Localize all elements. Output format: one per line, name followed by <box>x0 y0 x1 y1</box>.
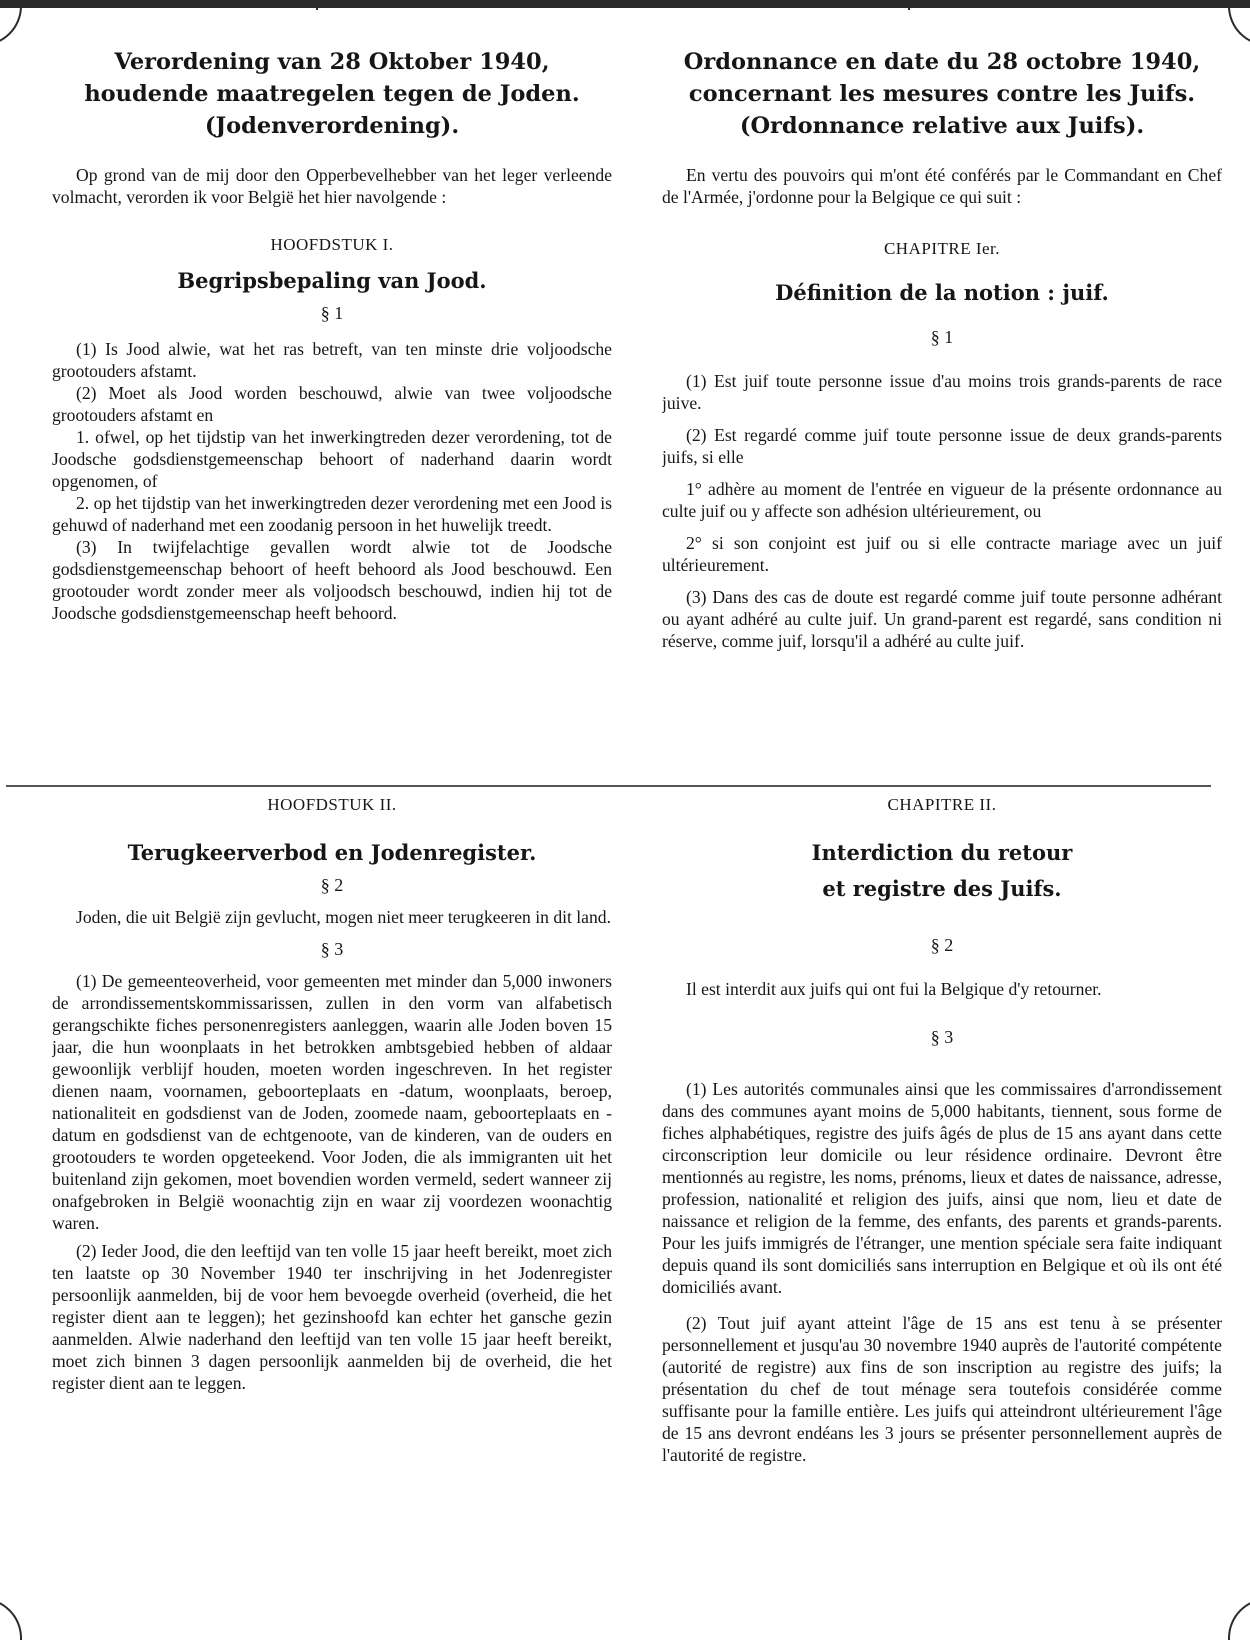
french-ch1-para-4: 2° si son conjoint est juif ou si elle contracte mariage avec un juif ultérieurement. <box>662 533 1222 575</box>
french-ch2-para-1: Il est interdit aux juifs qui ont fui la Belgique d'y retourner. <box>686 979 1102 999</box>
french-chapter-2-title-line-1: Interdiction du retour <box>811 840 1073 865</box>
dutch-ch1-para-5: (3) In twijfelachtige gevallen wordt alwie tot de Joodsche godsdienstgemeenschap behoort of heeft behoord als Jood beschouwd. Een grootouder wordt zonder meer als voljoodsch beschouwd, indien hij tot de Joodsche godsdienstgemeenschap heeft behoord. <box>52 537 612 623</box>
dutch-column-top <box>52 46 612 776</box>
french-section-1: § 1 <box>930 327 954 347</box>
french-ch1-para-1: (1) Est juif toute personne issue d'au moins trois grands-parents de race juive. <box>662 371 1222 413</box>
french-column-bottom <box>662 794 1222 1620</box>
corner-ornament <box>0 1598 22 1640</box>
section-separator <box>6 785 1211 787</box>
top-border <box>0 0 1250 8</box>
french-section-2: § 2 <box>930 935 954 955</box>
french-title: Ordonnance en date du 28 octobre 1940, concernant les mesures contre les Juifs. (Ordonnance relative aux Juifs). <box>683 49 1201 139</box>
dutch-section-3: § 3 <box>320 939 344 959</box>
dutch-ch2-para-1: Joden, die uit België zijn gevlucht, mogen niet meer terugkeeren in dit land. <box>76 907 611 927</box>
french-chapter-2-heading: CHAPITRE II. <box>887 795 997 814</box>
french-column-top <box>662 46 1222 776</box>
french-section-3: § 3 <box>930 1027 954 1047</box>
dutch-ch2-para-2: (1) De gemeenteoverheid, voor gemeenten met minder dan 5,000 inwoners de arrondissementskommissarissen, zullen in den vorm van alfabetisch gerangschikte fiches personenregisters aanleggen, waarin alle Joden boven 15 jaar, die hun woonplaats in het betrokken ambtsgebied hebben of aldaar gewoonlijk verblijf houden, moeten worden ingeschreven. In het register dienen naam, voornamen, geboorteplaats en -datum, woonplaats, beroep, nationaliteit en godsdienst van de Joden, zoomede naam, geboorteplaats en -datum en godsdienst van de echtgenoote, van de kinderen, van de ouders en grootouders te worden opgeteekend. Voor Joden, die als immigranten uit het buitenland zijn gekomen, moet bovendien worden vermeld, sedert wanneer zij onafgebroken in België woonachtig zijn en waar zij voordezen woonachtig waren. <box>52 971 612 1233</box>
french-preamble: En vertu des pouvoirs qui m'ont été conférés par le Commandant en Chef de l'Armée, j'ordonne pour la Belgique ce qui suit : <box>662 165 1222 207</box>
dutch-ch1-para-3: 1. ofwel, op het tijdstip van het inwerkingtreden dezer verordening, tot de Joodsche godsdienstgemeenschap behoort of naderhand daarin wordt opgenomen, of <box>52 427 612 491</box>
french-ch1-para-3: 1° adhère au moment de l'entrée en vigueur de la présente ordonnance au culte juif ou y affecte son adhésion ultérieurement, ou <box>662 479 1222 521</box>
dutch-chapter-2-heading: HOOFDSTUK II. <box>267 795 397 814</box>
dutch-ch1-para-2: (2) Moet als Jood worden beschouwd, alwie van twee voljoodsche grootouders afstamt en <box>52 383 612 425</box>
french-ch2-para-3: (2) Tout juif ayant atteint l'âge de 15 ans est tenu à se présenter personnellement et jusqu'au 30 novembre 1940 auprès de l'autorité compétente (autorité de registre) aux fins de son inscription au registre des juifs; la présentation du chef de tout ménage sera toutefois considérée comme suffisante pour la famille entière. Les juifs qui atteindront ultérieurement l'âge de 15 ans devront endéans les 3 jours se présenter personnellement auprès de l'autorité de registre. <box>662 1313 1222 1465</box>
french-ch1-para-2: (2) Est regardé comme juif toute personne issue de deux grands-parents juifs, si elle <box>662 425 1222 467</box>
dutch-preamble: Op grond van de mij door den Opperbevelhebber van het leger verleende volmacht, verorden ik voor België het hier navolgende : <box>52 165 612 207</box>
top-tick <box>316 0 318 10</box>
corner-ornament <box>1228 4 1250 46</box>
french-ch2-para-2: (1) Les autorités communales ainsi que les commissaires d'arrondissement dans des communes ayant moins de 5,000 habitants, tiennent, sous forme de fiches alphabétiques, registre des juifs âgés de plus de 15 ans ayant dans cette circonscription leur domicile ou leur résidence ordinaire. Devront être mentionnés au registre, les noms, prénoms, lieux et dates de naissance, adresse, profession, nationalité et religion des juifs, ainsi que nom, lieu et date de naissance et religion de la femme, des enfants, des parents et grands-parents. Pour les juifs immigrés de l'étranger, une mention spéciale sera faite indiquant depuis quand ils sont domiciliés sans interruption en Belgique et où ils ont été domiciliés avant. <box>662 1079 1222 1297</box>
corner-ornament <box>1228 1598 1250 1640</box>
dutch-chapter-2-title: Terugkeerverbod en Jodenregister. <box>127 840 537 865</box>
dutch-chapter-1-title: Begripsbepaling van Jood. <box>177 268 487 293</box>
dutch-chapter-1-heading: HOOFDSTUK I. <box>270 235 394 254</box>
top-tick <box>908 0 910 10</box>
dutch-title: Verordening van 28 Oktober 1940, houdende maatregelen tegen de Joden. (Jodenverordening). <box>84 49 580 139</box>
dutch-section-1: § 1 <box>320 303 344 323</box>
dutch-ch1-para-1: (1) Is Jood alwie, wat het ras betreft, van ten minste drie voljoodsche grootouders afstamt. <box>52 339 612 381</box>
dutch-column-bottom <box>52 794 612 1620</box>
dutch-section-2: § 2 <box>320 875 344 895</box>
corner-ornament <box>0 4 22 46</box>
french-chapter-2-title-line-2: et registre des Juifs. <box>822 876 1062 901</box>
french-chapter-1-title: Définition de la notion : juif. <box>775 280 1109 305</box>
dutch-ch1-para-4: 2. op het tijdstip van het inwerkingtreden dezer verordening met een Jood is gehuwd of naderhand met een zoodanig persoon in het huwelijk treedt. <box>52 493 612 535</box>
french-chapter-1-heading: CHAPITRE Ier. <box>883 239 1001 258</box>
dutch-ch2-para-3: (2) Ieder Jood, die den leeftijd van ten volle 15 jaar heeft bereikt, moet zich ten laatste op 30 November 1940 ter inschrijving in het Jodenregister persoonlijk aanmelden, bij de voor hem bevoegde overheid (overheid, die het register dient aan te leggen); het gezinshoofd kan echter het gansche gezin aanmelden. Alwie naderhand den leeftijd van ten volle 15 jaar heeft bereikt, moet zich binnen 3 dagen persoonlijk aanmelden bij de overheid, die het register dient aan te leggen. <box>52 1241 612 1393</box>
french-ch1-para-5: (3) Dans des cas de doute est regardé comme juif toute personne adhérant ou ayant adhéré au culte juif. Un grand-parent est regardé, sans condition ni réserve, comme juif, lorsqu'il a adhéré au culte juif. <box>662 587 1222 651</box>
